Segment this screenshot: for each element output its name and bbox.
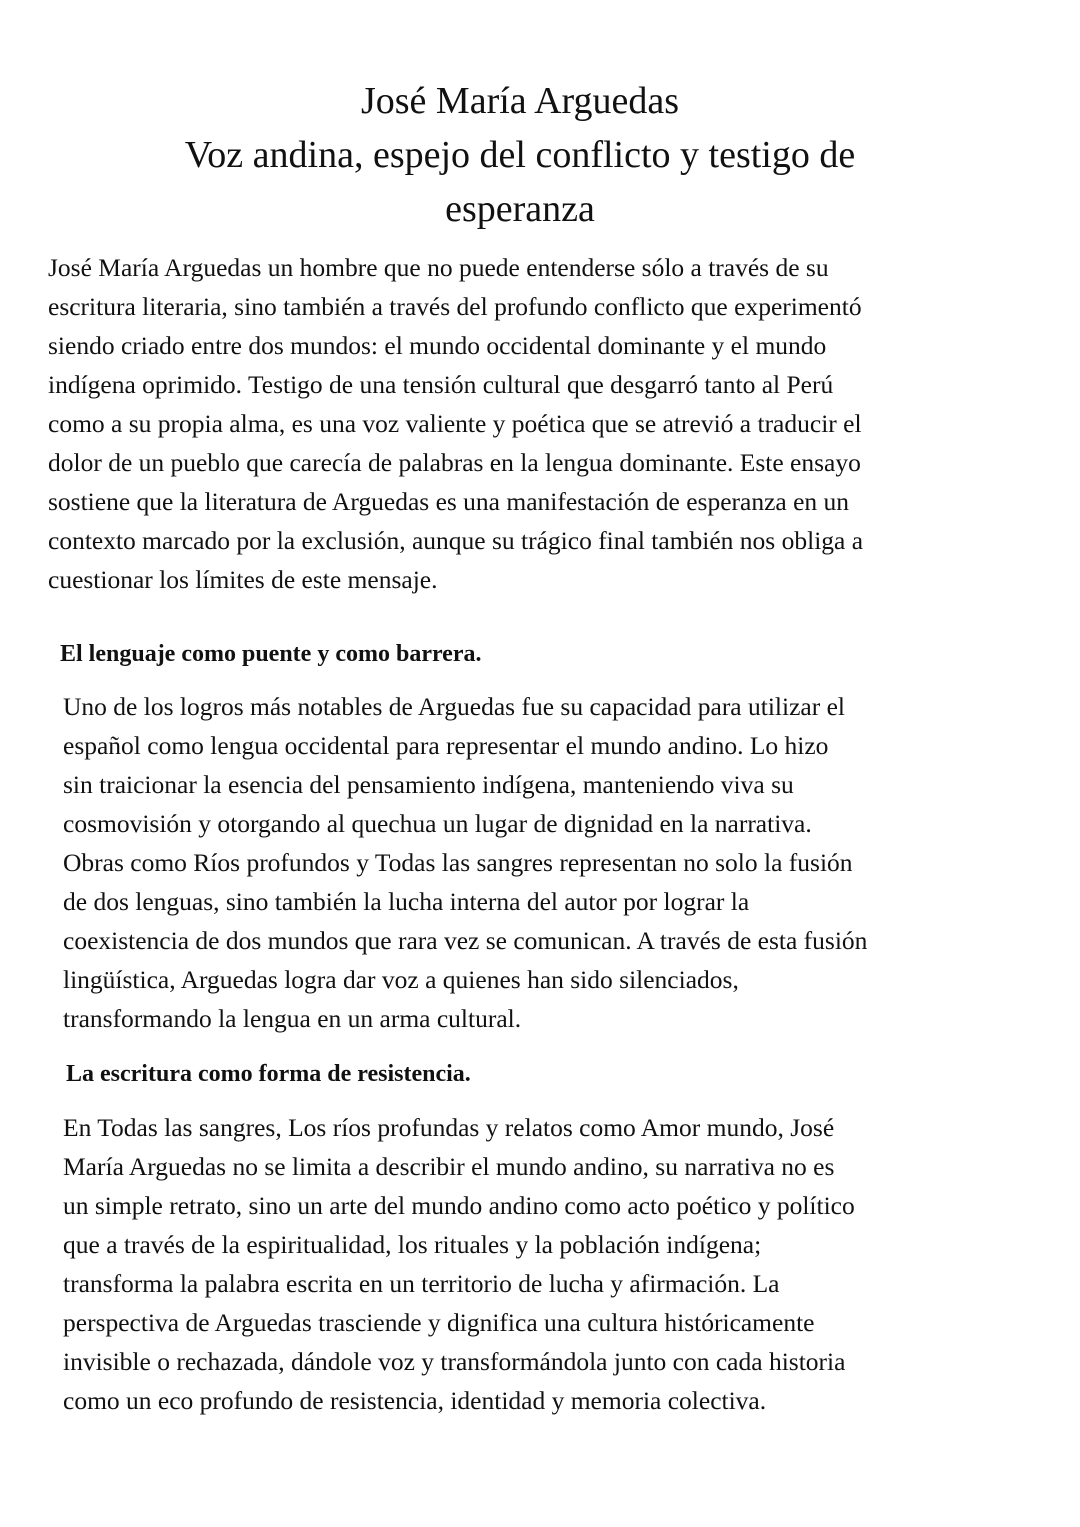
section-heading-resistance: La escritura como forma de resistencia. <box>66 1061 471 1087</box>
section-paragraph-resistance <box>63 1108 855 1420</box>
document-title <box>0 74 1040 236</box>
text-line: cosmovisión y otorgando al quechua un lugar de dignidad en la narrativa. <box>63 809 812 838</box>
section-heading-language: El lenguaje como puente y como barrera. <box>60 641 482 667</box>
text-line: transforma la palabra escrita en un territorio de lucha y afirmación. La <box>63 1269 780 1298</box>
text-line: sin traicionar la esencia del pensamiento indígena, manteniendo viva su <box>63 770 794 799</box>
text-line: coexistencia de dos mundos que rara vez se comunican. A través de esta fusión <box>63 926 868 955</box>
text-line: sostiene que la literatura de Arguedas es una manifestación de esperanza en un <box>48 487 850 516</box>
text-line: Uno de los logros más notables de Arguedas fue su capacidad para utilizar el <box>63 692 845 721</box>
text-line: que a través de la espiritualidad, los rituales y la población indígena; <box>63 1230 762 1259</box>
text-line: En Todas las sangres, Los ríos profundas y relatos como Amor mundo, José <box>63 1113 835 1142</box>
text-line: de dos lenguas, sino también la lucha interna del autor por lograr la <box>63 887 750 916</box>
subtitle-line: Voz andina, espejo del conflicto y testigo de <box>184 134 856 176</box>
text-line: dolor de un pueblo que carecía de palabras en la lengua dominante. Este ensayo <box>48 448 861 477</box>
section-paragraph-language <box>63 687 867 1038</box>
text-line: un simple retrato, sino un arte del mundo andino como acto poético y político <box>63 1191 855 1220</box>
text-line: invisible o rechazada, dándole voz y transformándola junto con cada historia <box>63 1347 846 1376</box>
text-line: contexto marcado por la exclusión, aunque su trágico final también nos obliga a <box>48 526 864 555</box>
text-line: indígena oprimido. Testigo de una tensión cultural que desgarró tanto al Perú <box>48 370 834 399</box>
text-line: escritura literaria, sino también a través del profundo conflicto que experimentó <box>48 292 862 321</box>
text-line: como a su propia alma, es una voz valiente y poética que se atrevió a traducir el <box>48 409 862 438</box>
text-line: español como lengua occidental para representar el mundo andino. Lo hizo <box>63 731 829 760</box>
subtitle-line: esperanza <box>445 188 595 230</box>
text-line: José María Arguedas un hombre que no puede entenderse sólo a través de su <box>48 253 829 282</box>
text-line: lingüística, Arguedas logra dar voz a quienes han sido silenciados, <box>63 965 739 994</box>
text-line: perspectiva de Arguedas trasciende y dignifica una cultura históricamente <box>63 1308 815 1337</box>
intro-paragraph <box>48 248 863 599</box>
text-line: como un eco profundo de resistencia, identidad y memoria colectiva. <box>63 1386 767 1415</box>
text-line: María Arguedas no se limita a describir el mundo andino, su narrativa no es <box>63 1152 835 1181</box>
title-line: José María Arguedas <box>360 80 679 122</box>
text-line: siendo criado entre dos mundos: el mundo occidental dominante y el mundo <box>48 331 827 360</box>
text-line: cuestionar los límites de este mensaje. <box>48 565 438 594</box>
text-line: transformando la lengua en un arma cultural. <box>63 1004 522 1033</box>
text-line: Obras como Ríos profundos y Todas las sangres representan no solo la fusión <box>63 848 853 877</box>
